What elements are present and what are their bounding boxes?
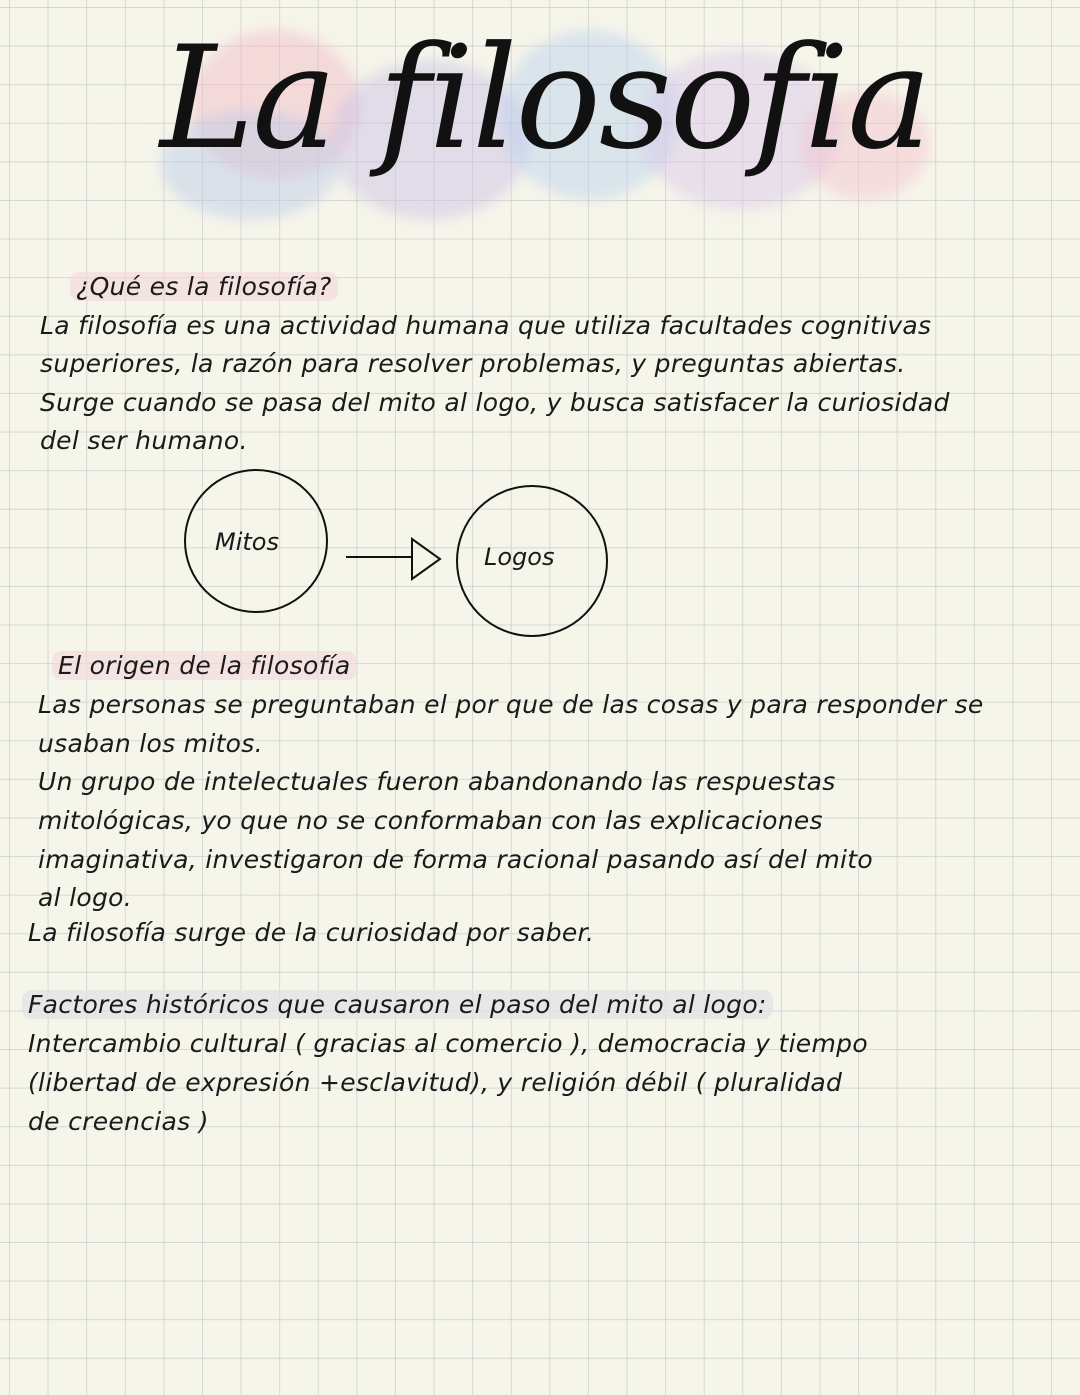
section-heading: ¿Qué es la filosofía? [70,274,338,299]
text-line: al logo. [38,883,132,912]
section-heading: Factores históricos que causaron el paso del mito al logo: [22,992,773,1017]
text-line: Un grupo de intelectuales fueron abandonando las respuestas [38,767,836,796]
text-line: del ser humano. [40,426,248,455]
text-line: superiores, la razón para resolver problemas, y preguntas abiertas. [40,349,906,378]
text-line: La filosofía surge de la curiosidad por saber. [28,918,595,947]
text-line: Surge cuando se pasa del mito al logo, y busca satisfacer la curiosidad [40,388,950,417]
section-heading: El origen de la filosofía [52,653,357,678]
mitos-label: Mitos [215,528,279,556]
text-line: La filosofía es una actividad humana que utiliza facultades cognitivas [40,311,932,340]
text-line: de creencias ) [28,1107,209,1136]
page-title: La filosofia [160,16,930,181]
text-line: mitológicas, yo que no se conformaban con las explicaciones [38,806,823,835]
logos-label: Logos [484,543,555,571]
arrow-icon [340,535,450,585]
text-line: Intercambio cultural ( gracias al comercio ), democracia y tiempo [28,1029,868,1058]
text-line: Las personas se preguntaban el por que de las cosas y para responder se [38,690,984,719]
text-line: imaginativa, investigaron de forma racional pasando así del mito [38,845,873,874]
text-line: usaban los mitos. [38,729,263,758]
text-line: (libertad de expresión +esclavitud), y religión débil ( pluralidad [28,1068,843,1097]
